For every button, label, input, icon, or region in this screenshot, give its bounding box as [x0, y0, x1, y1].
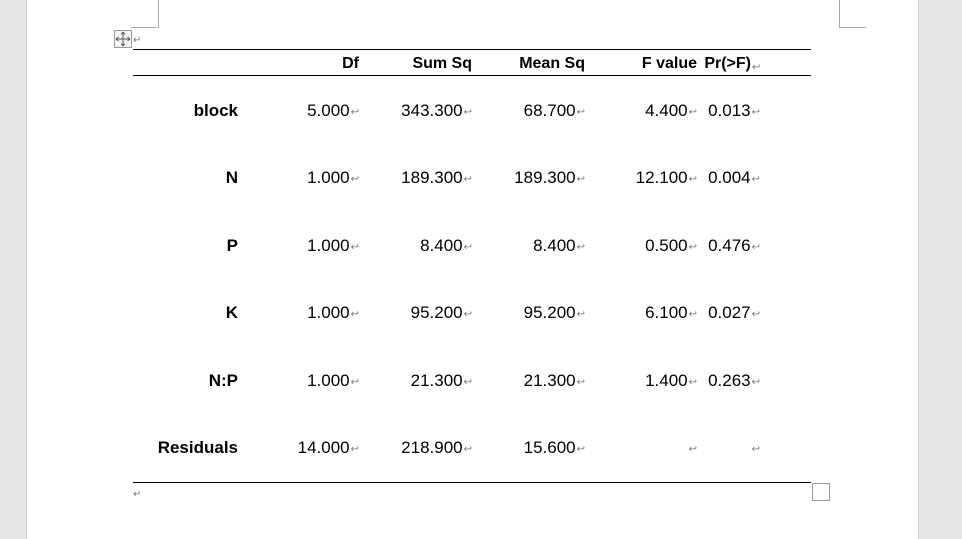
cell-end-mark: ↩ [576, 107, 585, 118]
cell-end-mark: ↩ [751, 242, 760, 253]
header-mean-sq: Mean Sq [519, 55, 585, 72]
cell-value: 8.400 [533, 236, 576, 255]
cell-value: 0.500 [645, 236, 688, 255]
sum-sq-cell [401, 438, 472, 460]
sum-sq-cell [420, 236, 472, 258]
cell-value: 1.400 [645, 371, 688, 390]
df-cell [307, 371, 359, 393]
cell-end-mark: ↩ [463, 309, 472, 320]
cell-value: 1.000 [307, 303, 350, 322]
f-value-cell [688, 438, 697, 460]
cell-end-mark: ↩ [688, 107, 697, 118]
p-value-cell [708, 303, 760, 325]
cell-value: 95.200 [410, 303, 463, 322]
cell-end-mark: ↩ [751, 309, 760, 320]
mean-sq-cell [524, 303, 585, 325]
row-label: block [193, 101, 238, 120]
cell-end-mark: ↩ [688, 309, 697, 320]
row-label: N:P [208, 371, 238, 390]
cell-value: 0.013 [708, 101, 751, 120]
mean-sq-cell [514, 168, 585, 190]
table-move-handle-icon[interactable] [114, 30, 132, 48]
cell-value: 95.200 [523, 303, 576, 322]
cell-end-mark: ↩ [688, 174, 697, 185]
cell-value: 1.000 [307, 371, 350, 390]
header-sum-sq: Sum Sq [412, 55, 472, 72]
cell-end-mark: ↩ [463, 444, 472, 455]
cell-end-mark: ↩ [463, 107, 472, 118]
table-top-rule [133, 49, 811, 50]
cell-end-mark: ↩ [463, 377, 472, 388]
cell-value: 5.000 [307, 101, 350, 120]
cell-end-mark: ↩ [576, 174, 585, 185]
cell-value: 218.900 [401, 438, 463, 457]
f-value-cell [645, 101, 697, 123]
crop-mark-top-left [158, 0, 159, 27]
row-label: P [226, 236, 238, 255]
cell-end-mark: ↩ [350, 309, 359, 320]
df-cell [307, 101, 359, 123]
cell-value: 6.100 [645, 303, 688, 322]
cell-end-mark: ↩ [463, 242, 472, 253]
cell-value: 0.263 [708, 371, 751, 390]
table-resize-handle[interactable] [812, 483, 830, 501]
mean-sq-cell [524, 371, 585, 393]
end-of-row-mark: ↩ [752, 62, 761, 73]
cell-value: 1.000 [307, 168, 350, 187]
crop-mark-top-right [839, 27, 866, 28]
table-header-rule [133, 75, 811, 76]
header-df: Df [342, 55, 359, 72]
df-cell [307, 303, 359, 325]
mean-sq-cell [533, 236, 585, 258]
f-value-cell [645, 371, 697, 393]
cell-end-mark: ↩ [463, 174, 472, 185]
header-p-value: Pr(>F) [704, 55, 751, 72]
cell-value: 189.300 [401, 168, 463, 187]
cell-value: 8.400 [420, 236, 463, 255]
cell-value: 15.600 [523, 438, 576, 457]
cell-end-mark: ↩ [688, 242, 697, 253]
table-bottom-rule [133, 482, 811, 483]
paragraph-mark: ↵ [133, 489, 142, 500]
sum-sq-cell [411, 371, 472, 393]
sum-sq-cell [401, 101, 472, 123]
cell-end-mark: ↩ [751, 174, 760, 185]
cell-value: 1.000 [307, 236, 350, 255]
mean-sq-cell [524, 101, 585, 123]
paragraph-mark: ↵ [133, 35, 142, 46]
cell-end-mark: ↩ [350, 107, 359, 118]
cell-end-mark: ↩ [576, 444, 585, 455]
cell-end-mark: ↩ [751, 107, 760, 118]
cell-value: 12.100 [635, 168, 688, 187]
cell-value: 343.300 [401, 101, 463, 120]
row-label: K [225, 303, 238, 322]
df-cell [307, 236, 359, 258]
sum-sq-cell [401, 168, 472, 190]
document-page [26, 0, 919, 539]
header-f-value: F value [641, 55, 697, 72]
cell-end-mark: ↩ [350, 377, 359, 388]
cell-value: 68.700 [523, 101, 576, 120]
cell-value: 0.027 [708, 303, 751, 322]
cell-end-mark: ↩ [751, 377, 760, 388]
df-cell [298, 438, 359, 460]
cell-end-mark: ↩ [688, 377, 697, 388]
cell-end-mark: ↩ [576, 309, 585, 320]
cell-end-mark: ↩ [576, 242, 585, 253]
cell-value: 4.400 [645, 101, 688, 120]
f-value-cell [636, 168, 697, 190]
cell-value: 189.300 [514, 168, 576, 187]
p-value-cell [708, 371, 760, 393]
f-value-cell [645, 236, 697, 258]
p-value-cell [708, 236, 760, 258]
cell-end-mark: ↩ [350, 444, 359, 455]
cell-end-mark: ↩ [576, 377, 585, 388]
f-value-cell [645, 303, 697, 325]
crop-mark-top-right [839, 0, 840, 27]
cell-end-mark: ↩ [688, 444, 697, 455]
p-value-cell [751, 438, 760, 460]
p-value-cell [708, 168, 760, 190]
p-value-cell [708, 101, 760, 123]
cell-end-mark: ↩ [751, 444, 760, 455]
cell-value: 0.476 [708, 236, 751, 255]
sum-sq-cell [411, 303, 472, 325]
mean-sq-cell [524, 438, 585, 460]
row-label: Residuals [157, 438, 238, 457]
crop-mark-top-left [131, 27, 159, 28]
cell-end-mark: ↩ [350, 242, 359, 253]
cell-value: 21.300 [410, 371, 463, 390]
cell-value: 21.300 [523, 371, 576, 390]
cell-value: 0.004 [708, 168, 751, 187]
df-cell [307, 168, 359, 190]
row-label: N [225, 168, 238, 187]
cell-value: 14.000 [297, 438, 350, 457]
cell-end-mark: ↩ [350, 174, 359, 185]
